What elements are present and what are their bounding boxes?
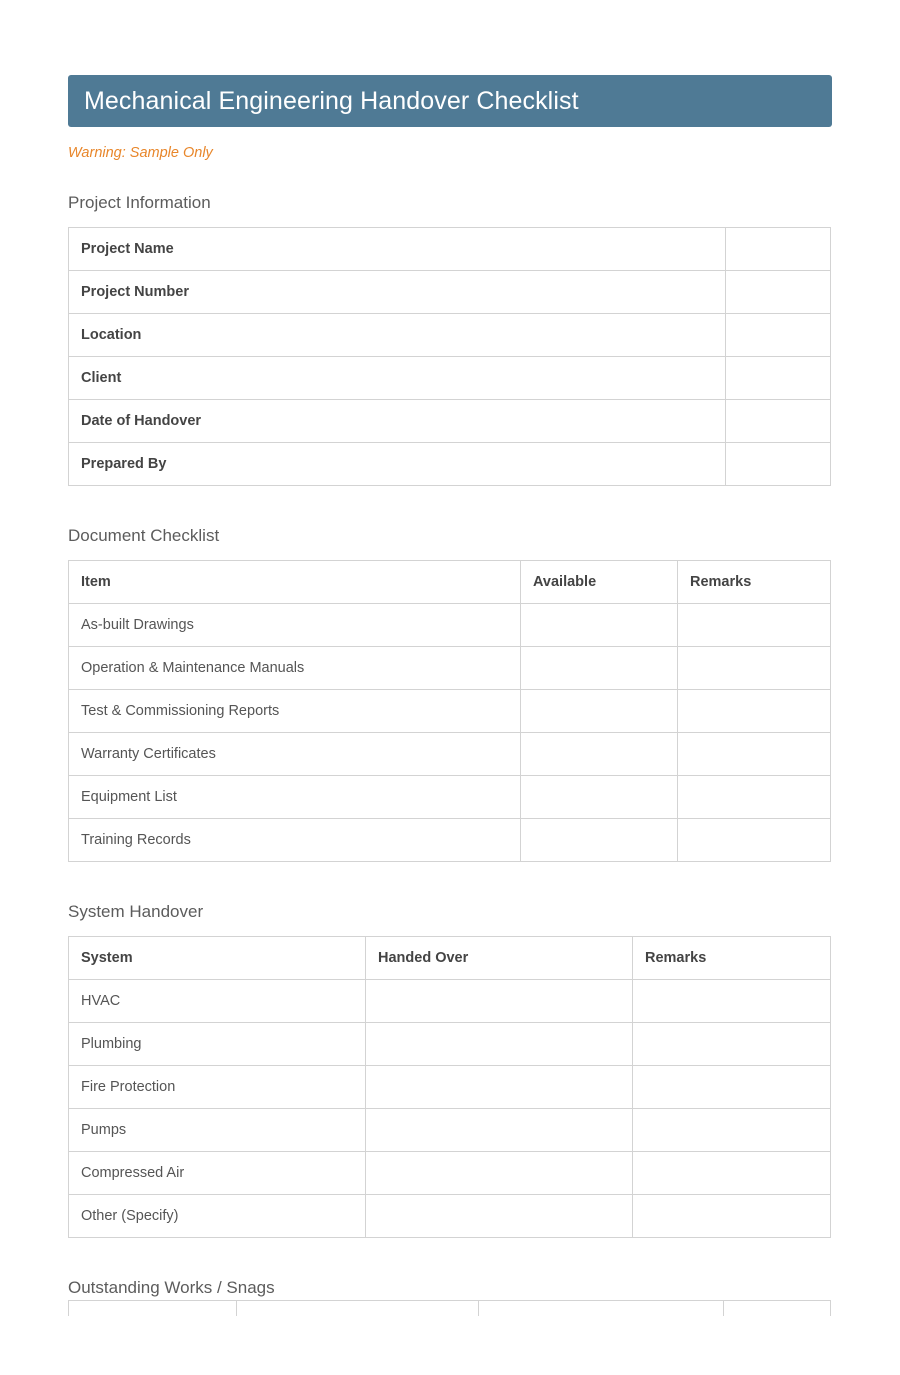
cell-available[interactable] bbox=[521, 818, 678, 861]
column-header-remarks: Remarks bbox=[678, 560, 831, 603]
sample-warning-text: Warning: Sample Only bbox=[68, 145, 213, 161]
row-label: Project Number bbox=[69, 270, 726, 313]
row-value-field[interactable] bbox=[726, 270, 831, 313]
table-row bbox=[69, 603, 831, 646]
table-row bbox=[69, 227, 831, 270]
row-label: Prepared By bbox=[69, 442, 726, 485]
row-value-field[interactable] bbox=[726, 356, 831, 399]
cell-system: Pumps bbox=[69, 1108, 366, 1151]
project-information-table bbox=[68, 227, 831, 486]
row-label: Project Name bbox=[69, 227, 726, 270]
table-row bbox=[69, 399, 831, 442]
table-header-row bbox=[69, 560, 831, 603]
row-value-field[interactable] bbox=[726, 313, 831, 356]
section-heading-project-information: Project Information bbox=[68, 192, 211, 212]
row-value-field[interactable] bbox=[726, 442, 831, 485]
document-checklist-table bbox=[68, 560, 831, 862]
row-value-field[interactable] bbox=[726, 227, 831, 270]
cell-item: Operation & Maintenance Manuals bbox=[69, 646, 521, 689]
table-row bbox=[69, 270, 831, 313]
column-header-system: System bbox=[69, 936, 366, 979]
table-header-row bbox=[69, 1300, 831, 1316]
table-row bbox=[69, 775, 831, 818]
cell-remarks[interactable] bbox=[633, 1194, 831, 1237]
cell-remarks[interactable] bbox=[678, 646, 831, 689]
cell-system: Fire Protection bbox=[69, 1065, 366, 1108]
cell-remarks[interactable] bbox=[633, 1065, 831, 1108]
row-label: Client bbox=[69, 356, 726, 399]
table-row bbox=[69, 1151, 831, 1194]
outstanding-works-table-clipped bbox=[68, 1296, 832, 1316]
row-value-field[interactable] bbox=[726, 399, 831, 442]
column-header-remarks: Remarks bbox=[633, 936, 831, 979]
section-heading-system-handover: System Handover bbox=[68, 901, 204, 921]
cell-handed-over[interactable] bbox=[366, 1194, 633, 1237]
outstanding-works-table bbox=[68, 1300, 831, 1316]
cell-available[interactable] bbox=[521, 603, 678, 646]
cell-available[interactable] bbox=[521, 732, 678, 775]
cell-available[interactable] bbox=[521, 689, 678, 732]
document-page bbox=[0, 75, 900, 1375]
column-header-item: Item bbox=[69, 560, 521, 603]
cell-remarks[interactable] bbox=[678, 818, 831, 861]
cell-available[interactable] bbox=[521, 775, 678, 818]
cell-item: Test & Commissioning Reports bbox=[69, 689, 521, 732]
table-row bbox=[69, 1194, 831, 1237]
cell-remarks[interactable] bbox=[678, 689, 831, 732]
cell-item: Warranty Certificates bbox=[69, 732, 521, 775]
cell-remarks[interactable] bbox=[633, 1151, 831, 1194]
cell-remarks[interactable] bbox=[633, 979, 831, 1022]
table-row bbox=[69, 1022, 831, 1065]
table-row bbox=[69, 646, 831, 689]
table-header-row bbox=[69, 936, 831, 979]
column-header-2 bbox=[237, 1300, 479, 1316]
section-heading-outstanding-works: Outstanding Works / Snags bbox=[68, 1277, 275, 1297]
cell-remarks[interactable] bbox=[633, 1108, 831, 1151]
table-row bbox=[69, 1108, 831, 1151]
table-row bbox=[69, 979, 831, 1022]
system-handover-table bbox=[68, 936, 831, 1238]
cell-handed-over[interactable] bbox=[366, 979, 633, 1022]
cell-remarks[interactable] bbox=[678, 775, 831, 818]
cell-handed-over[interactable] bbox=[366, 1022, 633, 1065]
cell-handed-over[interactable] bbox=[366, 1151, 633, 1194]
cell-remarks[interactable] bbox=[678, 603, 831, 646]
cell-item: Equipment List bbox=[69, 775, 521, 818]
column-header-available: Available bbox=[521, 560, 678, 603]
cell-remarks[interactable] bbox=[678, 732, 831, 775]
cell-available[interactable] bbox=[521, 646, 678, 689]
table-row bbox=[69, 689, 831, 732]
table-row bbox=[69, 313, 831, 356]
cell-system: Other (Specify) bbox=[69, 1194, 366, 1237]
column-header-handed-over: Handed Over bbox=[366, 936, 633, 979]
section-heading-document-checklist: Document Checklist bbox=[68, 525, 220, 545]
page-title: Mechanical Engineering Handover Checklist bbox=[84, 86, 579, 115]
column-header-4 bbox=[724, 1300, 831, 1316]
table-row bbox=[69, 732, 831, 775]
table-row bbox=[69, 1065, 831, 1108]
cell-system: HVAC bbox=[69, 979, 366, 1022]
row-label: Date of Handover bbox=[69, 399, 726, 442]
column-header-1 bbox=[69, 1300, 237, 1316]
cell-system: Plumbing bbox=[69, 1022, 366, 1065]
cell-remarks[interactable] bbox=[633, 1022, 831, 1065]
cell-system: Compressed Air bbox=[69, 1151, 366, 1194]
cell-handed-over[interactable] bbox=[366, 1108, 633, 1151]
cell-item: Training Records bbox=[69, 818, 521, 861]
cell-handed-over[interactable] bbox=[366, 1065, 633, 1108]
column-header-3 bbox=[479, 1300, 724, 1316]
cell-item: As-built Drawings bbox=[69, 603, 521, 646]
document-title-banner bbox=[68, 75, 832, 127]
row-label: Location bbox=[69, 313, 726, 356]
table-row bbox=[69, 818, 831, 861]
table-row bbox=[69, 442, 831, 485]
table-row bbox=[69, 356, 831, 399]
